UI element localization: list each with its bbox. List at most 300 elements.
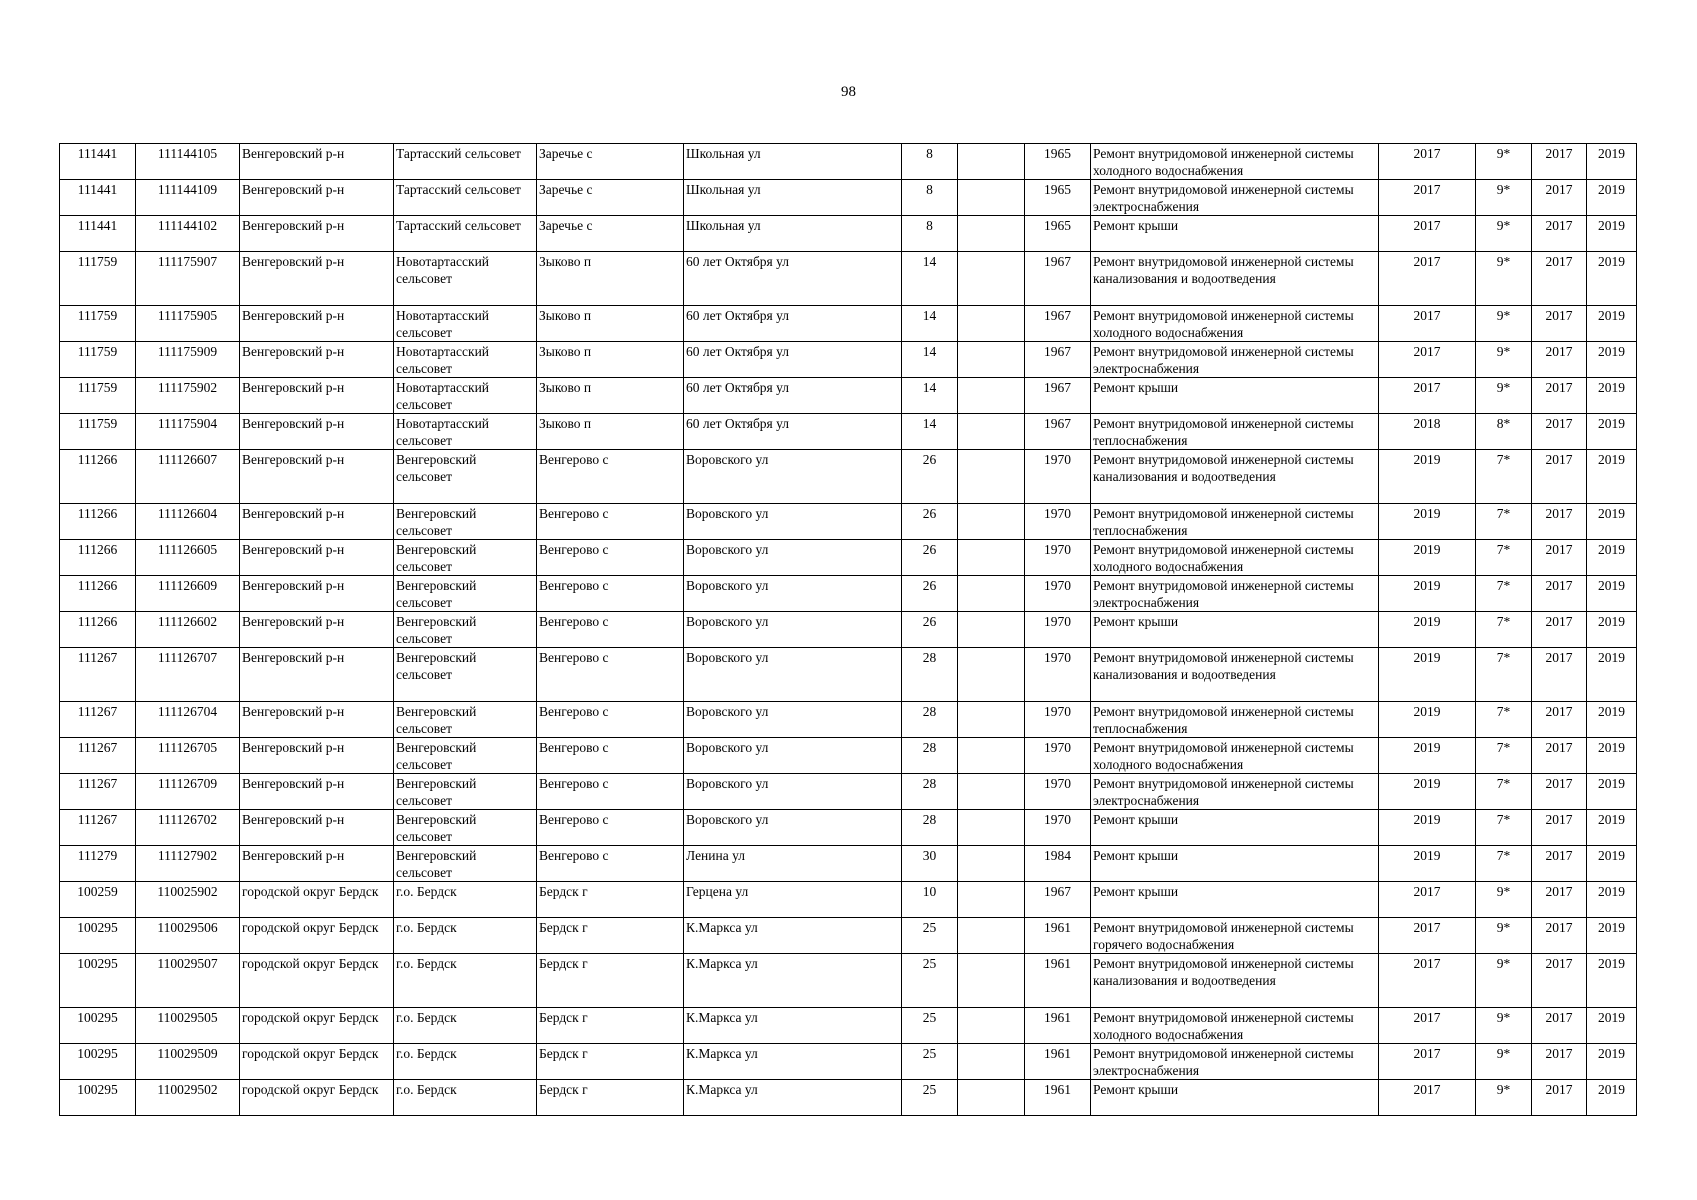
cell-work-type: Ремонт внутридомовой инженерной системы холодного водоснабжения [1091,1008,1379,1044]
cell-municipality: Венгеровский сельсовет [394,702,537,738]
cell-street: Воровского ул [684,738,902,774]
cell-house-number: 25 [902,1080,958,1116]
cell-house-number: 26 [902,450,958,504]
cell-house-id: 100295 [60,1080,136,1116]
cell-period-start: 2017 [1532,144,1587,180]
cell-house-id: 111267 [60,702,136,738]
cell-planned-year: 2019 [1379,738,1476,774]
cell-house-number: 25 [902,1044,958,1080]
cell-category: 9* [1476,216,1532,252]
cell-district: Венгеровский р-н [240,774,394,810]
cell-work-type: Ремонт крыши [1091,378,1379,414]
cell-district: Венгеровский р-н [240,810,394,846]
cell-building [958,378,1025,414]
cell-period-end: 2019 [1587,378,1637,414]
cell-street: Воровского ул [684,576,902,612]
cell-street: Школьная ул [684,144,902,180]
cell-settlement: Венгерово с [537,612,684,648]
cell-period-start: 2017 [1532,612,1587,648]
cell-year-built: 1970 [1025,612,1091,648]
cell-settlement: Венгерово с [537,702,684,738]
cell-work-id: 111126604 [136,504,240,540]
cell-work-type: Ремонт внутридомовой инженерной системы холодного водоснабжения [1091,540,1379,576]
cell-period-end: 2019 [1587,252,1637,306]
cell-street: Школьная ул [684,216,902,252]
cell-work-type: Ремонт крыши [1091,1080,1379,1116]
cell-planned-year: 2017 [1379,882,1476,918]
cell-planned-year: 2017 [1379,342,1476,378]
cell-house-id: 100295 [60,1008,136,1044]
cell-building [958,576,1025,612]
cell-work-id: 110029507 [136,954,240,1008]
cell-work-id: 111175907 [136,252,240,306]
cell-period-start: 2017 [1532,504,1587,540]
cell-house-id: 111267 [60,774,136,810]
table-row [60,306,1637,342]
cell-settlement: Заречье с [537,144,684,180]
cell-municipality: Новотартасский сельсовет [394,342,537,378]
cell-district: Венгеровский р-н [240,414,394,450]
cell-settlement: Венгерово с [537,576,684,612]
cell-street: 60 лет Октября ул [684,342,902,378]
cell-building [958,540,1025,576]
cell-house-id: 100295 [60,954,136,1008]
cell-planned-year: 2019 [1379,648,1476,702]
cell-settlement: Зыково п [537,414,684,450]
cell-planned-year: 2017 [1379,216,1476,252]
cell-period-end: 2019 [1587,648,1637,702]
cell-period-start: 2017 [1532,648,1587,702]
cell-house-number: 25 [902,954,958,1008]
cell-period-start: 2017 [1532,414,1587,450]
cell-building [958,738,1025,774]
cell-category: 9* [1476,954,1532,1008]
cell-year-built: 1984 [1025,846,1091,882]
cell-house-id: 111266 [60,612,136,648]
cell-period-start: 2017 [1532,450,1587,504]
cell-street: К.Маркса ул [684,1008,902,1044]
cell-period-end: 2019 [1587,576,1637,612]
cell-house-id: 100295 [60,1044,136,1080]
cell-year-built: 1961 [1025,954,1091,1008]
cell-work-id: 110029506 [136,918,240,954]
cell-work-type: Ремонт крыши [1091,216,1379,252]
cell-planned-year: 2017 [1379,1044,1476,1080]
cell-work-id: 111126605 [136,540,240,576]
cell-municipality: Новотартасский сельсовет [394,306,537,342]
cell-work-type: Ремонт внутридомовой инженерной системы канализования и водоотведения [1091,954,1379,1008]
cell-building [958,810,1025,846]
cell-street: К.Маркса ул [684,918,902,954]
cell-municipality: Венгеровский сельсовет [394,540,537,576]
cell-district: Венгеровский р-н [240,450,394,504]
cell-street: 60 лет Октября ул [684,378,902,414]
cell-municipality: г.о. Бердск [394,1080,537,1116]
cell-period-start: 2017 [1532,378,1587,414]
cell-work-id: 110029502 [136,1080,240,1116]
cell-house-number: 28 [902,738,958,774]
cell-house-id: 100259 [60,882,136,918]
cell-work-id: 111175904 [136,414,240,450]
cell-settlement: Бердск г [537,918,684,954]
cell-house-id: 111759 [60,378,136,414]
cell-district: Венгеровский р-н [240,378,394,414]
cell-street: Воровского ул [684,810,902,846]
cell-settlement: Бердск г [537,1008,684,1044]
cell-building [958,612,1025,648]
cell-district: Венгеровский р-н [240,144,394,180]
cell-work-type: Ремонт внутридомовой инженерной системы электроснабжения [1091,576,1379,612]
cell-work-type: Ремонт внутридомовой инженерной системы канализования и водоотведения [1091,450,1379,504]
table-row [60,144,1637,180]
cell-street: Воровского ул [684,702,902,738]
table-row [60,1008,1637,1044]
cell-work-type: Ремонт внутридомовой инженерной системы теплоснабжения [1091,414,1379,450]
cell-work-type: Ремонт крыши [1091,810,1379,846]
cell-period-end: 2019 [1587,306,1637,342]
table-row [60,252,1637,306]
cell-building [958,918,1025,954]
cell-period-end: 2019 [1587,414,1637,450]
cell-planned-year: 2019 [1379,576,1476,612]
cell-period-start: 2017 [1532,954,1587,1008]
cell-house-id: 111759 [60,342,136,378]
cell-period-end: 2019 [1587,846,1637,882]
cell-street: 60 лет Октября ул [684,306,902,342]
cell-planned-year: 2019 [1379,450,1476,504]
table-row [60,378,1637,414]
cell-municipality: Тартасский сельсовет [394,180,537,216]
cell-house-number: 26 [902,540,958,576]
cell-building [958,954,1025,1008]
cell-street: К.Маркса ул [684,1044,902,1080]
cell-street: Воровского ул [684,648,902,702]
cell-work-type: Ремонт крыши [1091,846,1379,882]
table-row [60,738,1637,774]
cell-settlement: Зыково п [537,378,684,414]
cell-period-end: 2019 [1587,738,1637,774]
cell-house-number: 10 [902,882,958,918]
cell-year-built: 1961 [1025,918,1091,954]
cell-planned-year: 2017 [1379,144,1476,180]
cell-house-number: 26 [902,612,958,648]
cell-planned-year: 2017 [1379,378,1476,414]
cell-work-id: 111175902 [136,378,240,414]
cell-work-type: Ремонт крыши [1091,882,1379,918]
cell-municipality: г.о. Бердск [394,882,537,918]
cell-settlement: Зыково п [537,306,684,342]
cell-work-id: 111126704 [136,702,240,738]
cell-municipality: Венгеровский сельсовет [394,846,537,882]
cell-street: Ленина ул [684,846,902,882]
cell-year-built: 1970 [1025,702,1091,738]
cell-planned-year: 2019 [1379,612,1476,648]
cell-period-end: 2019 [1587,918,1637,954]
cell-street: Воровского ул [684,612,902,648]
cell-district: Венгеровский р-н [240,576,394,612]
cell-period-start: 2017 [1532,1008,1587,1044]
cell-building [958,846,1025,882]
cell-category: 7* [1476,846,1532,882]
cell-year-built: 1970 [1025,450,1091,504]
cell-house-id: 111759 [60,252,136,306]
table-row [60,540,1637,576]
cell-settlement: Бердск г [537,954,684,1008]
cell-street: К.Маркса ул [684,954,902,1008]
cell-year-built: 1967 [1025,342,1091,378]
cell-period-end: 2019 [1587,774,1637,810]
cell-house-id: 111279 [60,846,136,882]
table-row [60,414,1637,450]
cell-house-id: 111441 [60,180,136,216]
records-body [60,144,1637,1116]
table-row [60,846,1637,882]
cell-work-type: Ремонт внутридомовой инженерной системы электроснабжения [1091,180,1379,216]
cell-category: 7* [1476,810,1532,846]
cell-period-end: 2019 [1587,504,1637,540]
cell-district: городской округ Бердск [240,1008,394,1044]
table-row [60,576,1637,612]
cell-district: Венгеровский р-н [240,738,394,774]
cell-category: 9* [1476,882,1532,918]
cell-work-id: 111126609 [136,576,240,612]
cell-settlement: Бердск г [537,1080,684,1116]
cell-building [958,702,1025,738]
cell-work-id: 111126709 [136,774,240,810]
cell-district: городской округ Бердск [240,882,394,918]
cell-house-id: 111267 [60,810,136,846]
cell-house-id: 111441 [60,216,136,252]
cell-work-type: Ремонт внутридомовой инженерной системы канализования и водоотведения [1091,648,1379,702]
cell-house-number: 14 [902,414,958,450]
cell-work-type: Ремонт внутридомовой инженерной системы холодного водоснабжения [1091,738,1379,774]
cell-year-built: 1970 [1025,648,1091,702]
cell-year-built: 1970 [1025,504,1091,540]
cell-work-type: Ремонт внутридомовой инженерной системы горячего водоснабжения [1091,918,1379,954]
table-row [60,612,1637,648]
cell-period-end: 2019 [1587,702,1637,738]
cell-category: 9* [1476,144,1532,180]
cell-house-id: 111441 [60,144,136,180]
cell-settlement: Бердск г [537,882,684,918]
cell-year-built: 1970 [1025,576,1091,612]
cell-work-type: Ремонт внутридомовой инженерной системы теплоснабжения [1091,702,1379,738]
cell-district: Венгеровский р-н [240,540,394,576]
cell-work-type: Ремонт внутридомовой инженерной системы холодного водоснабжения [1091,306,1379,342]
cell-work-type: Ремонт внутридомовой инженерной системы теплоснабжения [1091,504,1379,540]
cell-work-id: 111175905 [136,306,240,342]
cell-period-start: 2017 [1532,252,1587,306]
cell-municipality: Новотартасский сельсовет [394,252,537,306]
cell-work-type: Ремонт крыши [1091,612,1379,648]
cell-period-start: 2017 [1532,216,1587,252]
cell-period-start: 2017 [1532,810,1587,846]
cell-category: 7* [1476,774,1532,810]
cell-work-type: Ремонт внутридомовой инженерной системы канализования и водоотведения [1091,252,1379,306]
cell-building [958,342,1025,378]
cell-settlement: Венгерово с [537,846,684,882]
cell-work-id: 111126602 [136,612,240,648]
cell-district: городской округ Бердск [240,954,394,1008]
cell-work-type: Ремонт внутридомовой инженерной системы электроснабжения [1091,1044,1379,1080]
cell-house-number: 28 [902,702,958,738]
cell-category: 7* [1476,612,1532,648]
cell-building [958,144,1025,180]
cell-district: Венгеровский р-н [240,612,394,648]
cell-district: Венгеровский р-н [240,252,394,306]
cell-street: К.Маркса ул [684,1080,902,1116]
table-row [60,504,1637,540]
cell-work-id: 111126707 [136,648,240,702]
cell-category: 7* [1476,576,1532,612]
cell-work-id: 110029505 [136,1008,240,1044]
cell-work-id: 110029509 [136,1044,240,1080]
table-row [60,342,1637,378]
cell-house-id: 111267 [60,648,136,702]
cell-house-id: 111267 [60,738,136,774]
cell-year-built: 1967 [1025,252,1091,306]
cell-settlement: Венгерово с [537,810,684,846]
cell-building [958,648,1025,702]
cell-house-id: 111759 [60,414,136,450]
cell-period-start: 2017 [1532,882,1587,918]
cell-category: 7* [1476,504,1532,540]
cell-settlement: Венгерово с [537,450,684,504]
cell-period-end: 2019 [1587,216,1637,252]
cell-district: Венгеровский р-н [240,342,394,378]
cell-period-start: 2017 [1532,702,1587,738]
cell-settlement: Зыково п [537,252,684,306]
table-row [60,774,1637,810]
cell-period-start: 2017 [1532,576,1587,612]
cell-municipality: Венгеровский сельсовет [394,648,537,702]
cell-municipality: Новотартасский сельсовет [394,414,537,450]
cell-municipality: Венгеровский сельсовет [394,504,537,540]
cell-district: Венгеровский р-н [240,306,394,342]
cell-settlement: Заречье с [537,180,684,216]
page-number: 98 [841,84,856,100]
cell-planned-year: 2017 [1379,918,1476,954]
cell-planned-year: 2017 [1379,1080,1476,1116]
cell-settlement: Бердск г [537,1044,684,1080]
cell-period-end: 2019 [1587,450,1637,504]
cell-planned-year: 2019 [1379,702,1476,738]
cell-category: 9* [1476,1080,1532,1116]
cell-house-number: 26 [902,576,958,612]
cell-category: 9* [1476,342,1532,378]
cell-year-built: 1970 [1025,540,1091,576]
cell-house-number: 14 [902,342,958,378]
cell-house-id: 111759 [60,306,136,342]
cell-municipality: Венгеровский сельсовет [394,612,537,648]
cell-settlement: Венгерово с [537,774,684,810]
table-row [60,810,1637,846]
cell-planned-year: 2017 [1379,1008,1476,1044]
cell-work-id: 111144105 [136,144,240,180]
table-row [60,882,1637,918]
cell-period-start: 2017 [1532,738,1587,774]
cell-house-number: 8 [902,180,958,216]
table-row [60,918,1637,954]
cell-period-start: 2017 [1532,918,1587,954]
cell-period-end: 2019 [1587,1008,1637,1044]
table-row [60,702,1637,738]
cell-category: 7* [1476,702,1532,738]
cell-period-end: 2019 [1587,540,1637,576]
cell-settlement: Венгерово с [537,738,684,774]
cell-period-end: 2019 [1587,882,1637,918]
cell-category: 9* [1476,252,1532,306]
table-row [60,954,1637,1008]
cell-settlement: Заречье с [537,216,684,252]
cell-work-type: Ремонт внутридомовой инженерной системы электроснабжения [1091,342,1379,378]
cell-district: городской округ Бердск [240,1044,394,1080]
cell-planned-year: 2019 [1379,774,1476,810]
cell-house-id: 111266 [60,504,136,540]
cell-municipality: г.о. Бердск [394,1044,537,1080]
cell-year-built: 1961 [1025,1008,1091,1044]
cell-house-number: 25 [902,918,958,954]
cell-category: 7* [1476,450,1532,504]
cell-work-id: 111126607 [136,450,240,504]
cell-planned-year: 2017 [1379,180,1476,216]
cell-municipality: г.о. Бердск [394,1008,537,1044]
cell-work-type: Ремонт внутридомовой инженерной системы электроснабжения [1091,774,1379,810]
cell-street: 60 лет Октября ул [684,252,902,306]
cell-year-built: 1967 [1025,414,1091,450]
cell-district: городской округ Бердск [240,1080,394,1116]
cell-municipality: Тартасский сельсовет [394,216,537,252]
cell-municipality: Венгеровский сельсовет [394,576,537,612]
cell-house-number: 14 [902,378,958,414]
cell-municipality: Венгеровский сельсовет [394,450,537,504]
cell-building [958,1080,1025,1116]
cell-district: городской округ Бердск [240,918,394,954]
cell-category: 9* [1476,378,1532,414]
cell-year-built: 1967 [1025,306,1091,342]
cell-district: Венгеровский р-н [240,648,394,702]
cell-district: Венгеровский р-н [240,702,394,738]
cell-period-start: 2017 [1532,540,1587,576]
cell-work-type: Ремонт внутридомовой инженерной системы холодного водоснабжения [1091,144,1379,180]
cell-building [958,450,1025,504]
cell-house-number: 8 [902,216,958,252]
cell-house-id: 111266 [60,540,136,576]
cell-building [958,180,1025,216]
cell-house-id: 111266 [60,450,136,504]
cell-house-number: 28 [902,774,958,810]
cell-building [958,774,1025,810]
cell-year-built: 1967 [1025,882,1091,918]
cell-settlement: Венгерово с [537,648,684,702]
cell-house-number: 26 [902,504,958,540]
cell-house-number: 28 [902,648,958,702]
cell-building [958,414,1025,450]
cell-district: Венгеровский р-н [240,216,394,252]
cell-building [958,252,1025,306]
cell-building [958,1044,1025,1080]
table-row [60,1080,1637,1116]
cell-municipality: г.о. Бердск [394,918,537,954]
table-row [60,450,1637,504]
cell-work-id: 111127902 [136,846,240,882]
cell-category: 7* [1476,540,1532,576]
cell-municipality: г.о. Бердск [394,954,537,1008]
cell-year-built: 1965 [1025,180,1091,216]
cell-house-id: 111266 [60,576,136,612]
cell-category: 9* [1476,306,1532,342]
cell-year-built: 1961 [1025,1080,1091,1116]
